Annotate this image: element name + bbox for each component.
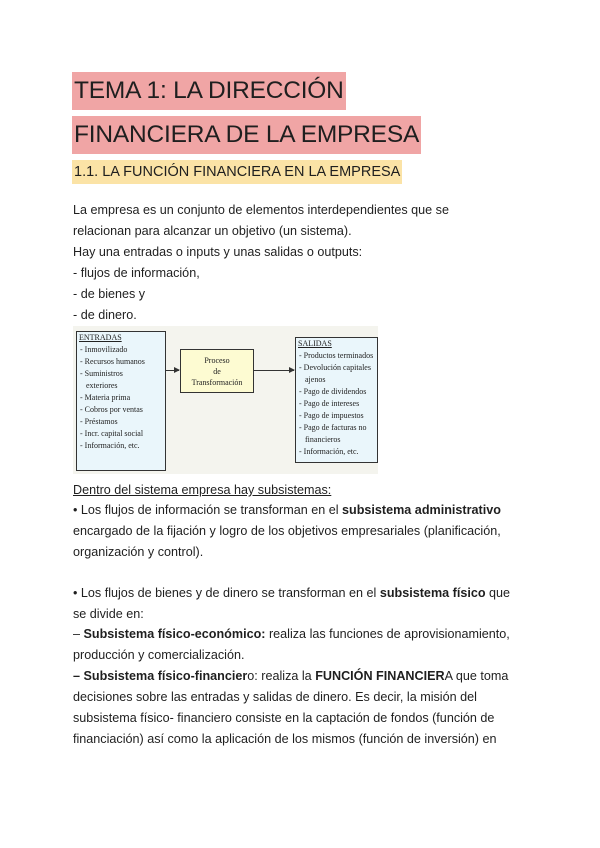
paragraph-line [73, 666, 508, 687]
paragraph-line: producción y comercialización. [73, 648, 245, 662]
salidas-item: - Pago de intereses [299, 399, 360, 408]
subsystems-heading: Dentro del sistema empresa hay subsistemas: [73, 483, 332, 497]
intro-line: relacionan para alcanzar un objetivo (un sistema). [73, 224, 352, 238]
entradas-item: exteriores [86, 381, 118, 390]
salidas-item: - Pago de facturas no [299, 423, 367, 432]
text-run: o: realiza la [247, 669, 316, 683]
paragraph-line: organización y control). [73, 545, 204, 559]
salidas-header: SALIDAS [298, 339, 332, 348]
title-line-1: TEMA 1: LA DIRECCIÓN [72, 72, 346, 110]
text-run: • Los flujos de información se transforman en el [73, 503, 343, 517]
proceso-line: Proceso [204, 355, 230, 365]
title-line-2: FINANCIERA DE LA EMPRESA [72, 116, 421, 154]
salidas-box [295, 337, 378, 463]
salidas-item: - Pago de dividendos [299, 387, 367, 396]
entradas-item: - Materia prima [80, 393, 131, 402]
entradas-item: - Inmovilizado [80, 345, 128, 354]
text-run: realiza las funciones de aprovisionamiento, [265, 627, 510, 641]
salidas-item: - Información, etc. [299, 447, 359, 456]
entradas-item: - Suministros [80, 369, 123, 378]
paragraph-line: subsistema físico- financiero consiste en la captación de fondos (función de [73, 711, 495, 725]
proceso-line: de [213, 366, 221, 376]
text-run: – [73, 627, 84, 641]
bold-term: Subsistema físico-económico: [83, 627, 266, 641]
salidas-item: ajenos [305, 375, 326, 384]
entradas-item: - Préstamos [80, 417, 118, 426]
salidas-item: - Devolución capitales [299, 363, 371, 372]
entradas-item: - Cobros por ventas [80, 405, 143, 414]
arrow-right-icon [253, 370, 294, 371]
salidas-item: financieros [305, 435, 341, 444]
salidas-item: - Pago de impuestos [299, 411, 364, 420]
system-diagram [73, 326, 378, 474]
salidas-item: - Productos terminados [299, 351, 374, 360]
proceso-box [180, 349, 254, 393]
bold-term: FUNCIÓN FINANCIER [315, 669, 445, 683]
intro-line: La empresa es un conjunto de elementos interdependientes que se [73, 203, 449, 217]
paragraph-line [73, 583, 510, 604]
paragraph-line: encargado de la fijación y logro de los objetivos empresariales (planificación, [73, 524, 501, 538]
bold-term: – Subsistema físico-financier [73, 669, 248, 683]
text-run: • Los flujos de bienes y de dinero se transforman en el [73, 586, 380, 600]
paragraph-line [73, 624, 510, 645]
paragraph-line: se divide en: [73, 607, 144, 621]
text-run: A que toma [444, 669, 509, 683]
entradas-item: - Incr. capital social [80, 429, 144, 438]
intro-line: - de bienes y [73, 287, 146, 301]
bold-term: subsistema físico [379, 586, 486, 600]
entradas-item: - Recursos humanos [80, 357, 145, 366]
bold-term: subsistema administrativo [342, 503, 501, 517]
intro-line: - flujos de información, [73, 266, 200, 280]
entradas-item: - Información, etc. [80, 441, 140, 450]
paragraph-line: decisiones sobre las entradas y salidas de dinero. Es decir, la misión del [73, 690, 477, 704]
intro-line: Hay una entradas o inputs y unas salidas o outputs: [73, 245, 363, 259]
proceso-line: Transformación [191, 377, 243, 387]
entradas-header: ENTRADAS [79, 333, 122, 342]
paragraph-line: financiación) así como la aplicación de los mismos (función de inversión) en [73, 732, 497, 746]
arrow-right-icon [165, 370, 179, 371]
section-heading: 1.1. LA FUNCIÓN FINANCIERA EN LA EMPRESA [72, 160, 402, 184]
paragraph-line [73, 500, 501, 521]
text-run: que [485, 586, 511, 600]
intro-line: - de dinero. [73, 308, 137, 322]
entradas-box [76, 331, 166, 471]
